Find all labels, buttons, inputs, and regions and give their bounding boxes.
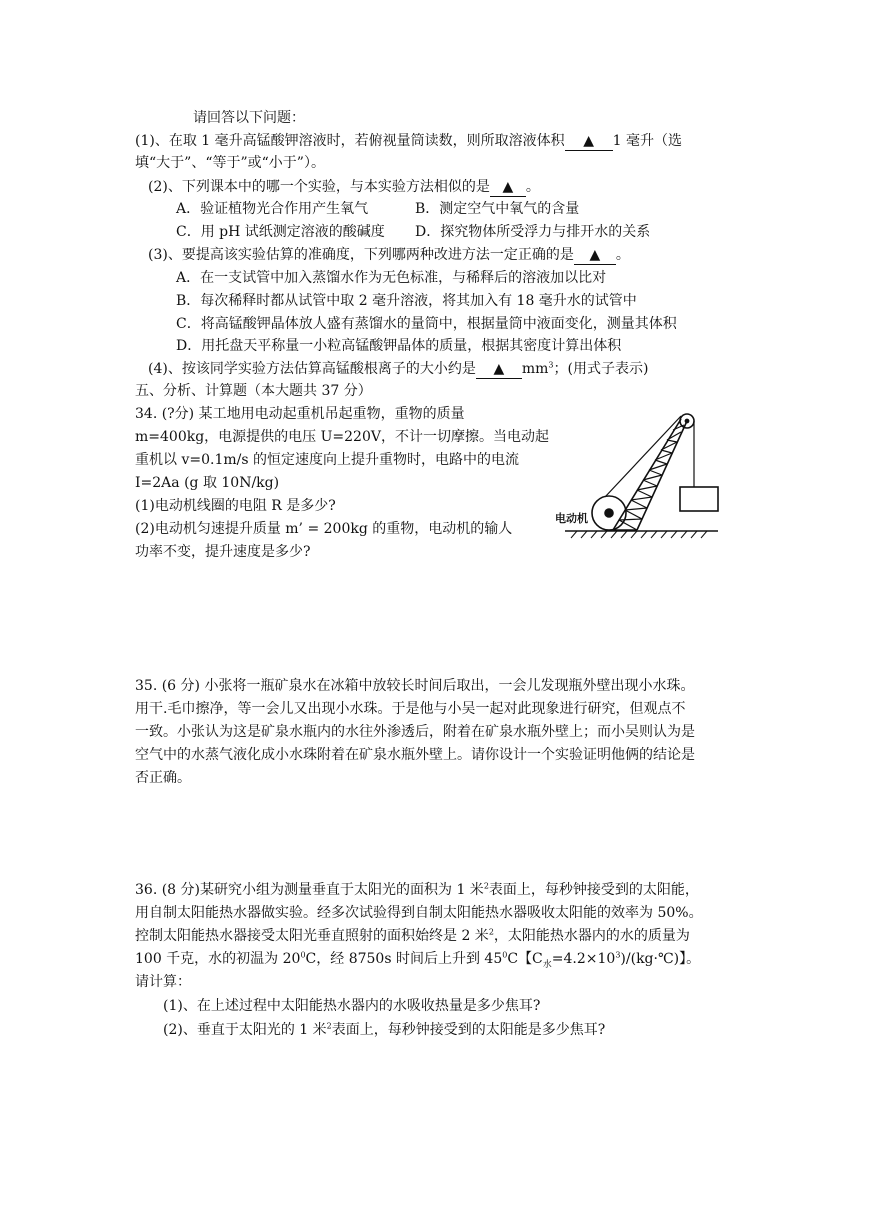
rope <box>605 416 681 497</box>
crane-diagram <box>553 405 728 540</box>
q33-part3-option-d: D．用托盘天平称量一小粒高锰酸钾晶体的质量，根据其密度计算出体积 <box>176 338 622 354</box>
q35-line3: 一致。小张认为这是矿泉水瓶内的水往外渗透后，附着在矿泉水瓶外壁上；而小吴则认为是 <box>135 724 695 740</box>
q35-line4: 空气中的水蒸气液化成小水珠附着在矿泉水瓶外壁上。请你设计一个实验证明他俩的结论是 <box>135 747 695 763</box>
q35-line2: 用干.毛巾擦净，等一会儿又出现小水珠。于是他与小吴一起对此现象进行研究，但观点不 <box>135 701 686 717</box>
q34-line1: 34. (?分) 某工地用电动起重机吊起重物，重物的质量 <box>135 406 465 422</box>
q33-part1-line1: (1)、在取 1 毫升高锰酸钾溶液时，若俯视量筒读数，则所取溶液体积 ▲ 1 毫升（选 <box>135 133 682 149</box>
ground-hatch <box>571 531 707 538</box>
q34-line7: 功率不变，提升速度是多少? <box>135 544 311 560</box>
crane-boom <box>613 419 687 530</box>
q34-line6: (2)电动机匀速提升质量 m’ = 200kg 的重物，电动机的输人 <box>135 521 513 537</box>
motor-label: 电动机 <box>555 512 588 525</box>
q36-line4: 100 千克，水的初温为 $20^0C$，经 8750s 时间后上升到 $45^0C$【$C_水=4.2\times 10^3)/(kg\cdot℃)$】。 <box>135 950 701 970</box>
q33-part2: (2)、下列课本中的哪一个实验，与本实验方法相似的是 ▲ 。 <box>148 179 540 195</box>
q33-intro: 请回答以下问题： <box>193 110 305 126</box>
q36-line1: 36. (8 分)某研究小组为测量垂直于太阳光的面积为 1 米$^2$表面上，每秒钟接受到的太阳能， <box>135 881 699 898</box>
load-block <box>680 487 718 511</box>
q33-option-a: A．验证植物光合作用产生氧气 <box>176 201 369 217</box>
q36-line3: 控制太阳能热水器接受太阳光垂直照射的面积始终是 2 米$^2$，太阳能热水器内的水的质量为 <box>135 927 690 944</box>
q33-part3-option-a: A．在一支试管中加入蒸馏水作为无色标准，与稀释后的溶液加以比对 <box>176 270 607 286</box>
q33-option-d: D．探究物体所受浮力与排开水的关系 <box>415 224 651 240</box>
answer-blank[interactable]: ▲ <box>476 360 522 379</box>
q33-option-b: B．测定空气中氧气的含量 <box>415 201 580 217</box>
section-heading: 五、分析、计算题（本大题共 37 分） <box>135 383 372 399</box>
answer-blank[interactable]: ▲ <box>565 132 613 151</box>
q34-line4: I=2Aa (g 取 10N/kg) <box>135 475 280 491</box>
q36-line5: 请计算： <box>135 974 191 990</box>
q33-part1-line2: 填“大于”、“等于”或“小于”）。 <box>135 155 325 171</box>
q36-line2: 用自制太阳能热水器做实验。经多次试验得到自制太阳能热水器吸收太阳能的效率为 50%。 <box>135 905 703 921</box>
q34-line5: (1)电动机线圈的电阻 R 是多少? <box>135 498 336 514</box>
q33-part3-option-b: B．每次稀释时都从试管中取 2 毫升溶液，将其加入有 18 毫升水的试管中 <box>176 293 637 309</box>
q35-line5: 否正确。 <box>135 770 191 786</box>
q35-line1: 35. (6 分) 小张将一瓶矿泉水在冰箱中放较长时间后取出，一会儿发现瓶外壁出现小水珠。 <box>135 678 695 694</box>
q33-part3-option-c: C．将高锰酸钾晶体放人盛有蒸馏水的量筒中，根据量筒中液面变化，测量其体积 <box>176 316 677 332</box>
q33-part4: (4)、按该同学实验方法估算高锰酸根离子的大小约是 ▲ $mm^3$；(用式子表示) <box>148 360 649 377</box>
q34-line3: 重机以 v=0.1m/s 的恒定速度向上提升重物时，电路中的电流 <box>135 452 519 468</box>
q33-option-c: C．用 pH 试纸测定溶液的酸碱度 <box>176 224 385 240</box>
q33-part3: (3)、要提高该实验估算的准确度，下列哪两种改进方法一定正确的是 ▲ 。 <box>148 247 630 263</box>
motor-axle <box>605 509 613 517</box>
answer-blank[interactable]: ▲ <box>490 178 526 197</box>
q36-line7: (2)、垂直于太阳光的 1 米$^2$表面上，每秒钟接受到的太阳能是多少焦耳? <box>163 1021 606 1038</box>
q34-line2: m=400kg，电源提供的电压 U=220V，不计一切摩擦。当电动起 <box>135 429 549 445</box>
answer-blank[interactable]: ▲ <box>574 246 616 265</box>
q36-line6: (1)、在上述过程中太阳能热水器内的水吸收热量是多少焦耳? <box>163 998 541 1014</box>
